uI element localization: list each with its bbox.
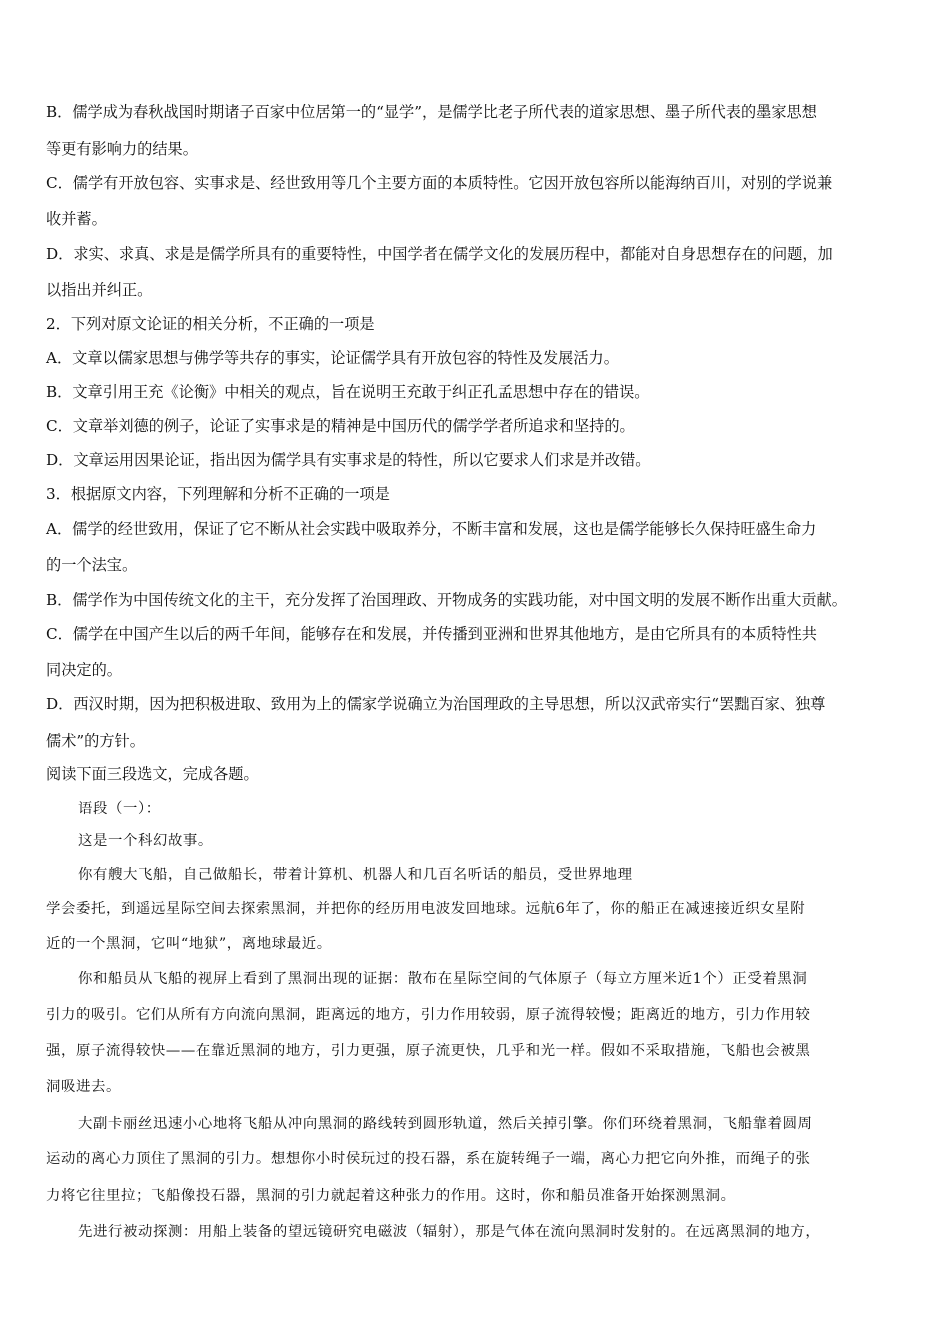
option-d-q1-line2: 以指出并纠正。	[46, 281, 153, 299]
passage-section-label: 语段（一）：	[78, 801, 161, 817]
passage-para1-line1: 你有艘大飞船，自己做船长，带着计算机、机器人和几百名听话的船员，受世界地理	[78, 867, 633, 883]
reading-instruction: 阅读下面三段选文，完成各题。	[46, 765, 259, 783]
passage-para3-line1: 大副卡丽丝迅速小心地将飞船从冲向黑洞的路线转到圆形轨道，然后关掉引擎。你们环绕着黑洞，飞船靠着圆周	[78, 1116, 813, 1132]
question-2-stem: 2．下列对原文论证的相关分析，不正确的一项是	[46, 315, 375, 333]
passage-para3-line2: 运动的离心力顶住了黑洞的引力。想想你小时侯玩过的投石器，系在旋转绳子一端，离心力把它向外推，而绳子的张	[46, 1151, 811, 1167]
option-c-q1-line1: C．儒学有开放包容、实事求是、经世致用等几个主要方面的本质特性。它因开放包容所以能海纳百川，对别的学说兼	[46, 174, 833, 192]
question-3-option-a-line1: A．儒学的经世致用，保证了它不断从社会实践中吸取养分，不断丰富和发展，这也是儒学能够长久保持旺盛生命力	[46, 520, 817, 538]
passage-para2-line4: 洞吸进去。	[46, 1079, 121, 1095]
option-b-q1-line2: 等更有影响力的结果。	[46, 140, 198, 158]
passage-para4-line1: 先进行被动探测：用船上装备的望远镜研究电磁波（辐射），那是气体在流向黑洞时发射的。在远离黑洞的地方，	[78, 1224, 821, 1240]
question-3-option-d-line1: D．西汉时期，因为把积极进取、致用为上的儒家学说确立为治国理政的主导思想，所以汉武帝实行“罢黜百家、独尊	[46, 695, 826, 713]
option-b-q1-line1: B．儒学成为春秋战国时期诸子百家中位居第一的“显学”，是儒学比老子所代表的道家思想、墨子所代表的墨家思想	[46, 103, 817, 121]
question-2-option-b: B．文章引用王充《论衡》中相关的观点，旨在说明王充敢于纠正孔孟思想中存在的错误。	[46, 383, 650, 401]
question-3-stem: 3．根据原文内容，下列理解和分析不正确的一项是	[46, 485, 390, 503]
passage-para1-line2: 学会委托，到遥远星际空间去探索黑洞，并把你的经历用电波发回地球。远航6年了，你的船正在减速接近织女星附	[46, 901, 806, 917]
passage-para3-line3: 力将它往里拉；飞船像投石器，黑洞的引力就起着这种张力的作用。这时，你和船员准备开始探测黑洞。	[46, 1188, 736, 1204]
question-3-option-a-line2: 的一个法宝。	[46, 556, 138, 574]
option-c-q1-line2: 收并蓄。	[46, 210, 107, 228]
question-2-option-c: C．文章举刘德的例子，论证了实事求是的精神是中国历代的儒学学者所追求和坚持的。	[46, 417, 635, 435]
question-3-option-d-line2: 儒术”的方针。	[46, 732, 145, 750]
passage-para2-line2: 引力的吸引。它们从所有方向流向黑洞，距离远的地方，引力作用较弱，原子流得较慢；距离近的地方，引力作用较	[46, 1007, 811, 1023]
option-d-q1-line1: D．求实、求真、求是是儒学所具有的重要特性，中国学者在儒学文化的发展历程中，都能对自身思想存在的问题，加	[46, 245, 833, 263]
passage-intro: 这是一个科幻故事。	[78, 833, 213, 849]
question-3-option-b: B．儒学作为中国传统文化的主干，充分发挥了治国理政、开物成务的实践功能，对中国文明的发展不断作出重大贡献。	[46, 591, 847, 609]
question-2-option-d: D．文章运用因果论证，指出因为儒学具有实事求是的特性，所以它要求人们求是并改错。	[46, 451, 651, 469]
passage-para2-line3: 强，原子流得较快——在靠近黑洞的地方，引力更强，原子流更快，几乎和光一样。假如不采取措施，飞船也会被黑	[46, 1043, 811, 1059]
question-3-option-c-line1: C．儒学在中国产生以后的两千年间，能够存在和发展，并传播到亚洲和世界其他地方，是由它所具有的本质特性共	[46, 625, 817, 643]
question-3-option-c-line2: 同决定的。	[46, 661, 122, 679]
passage-para2-line1: 你和船员从飞船的视屏上看到了黑洞出现的证据：散布在星际空间的气体原子（每立方厘米近1个）正受着黑洞	[78, 971, 808, 987]
passage-para1-line3: 近的一个黑洞，它叫“地狱”，离地球最近。	[46, 936, 332, 952]
question-2-option-a: A．文章以儒家思想与佛学等共存的事实，论证儒学具有开放包容的特性及发展活力。	[46, 349, 619, 367]
